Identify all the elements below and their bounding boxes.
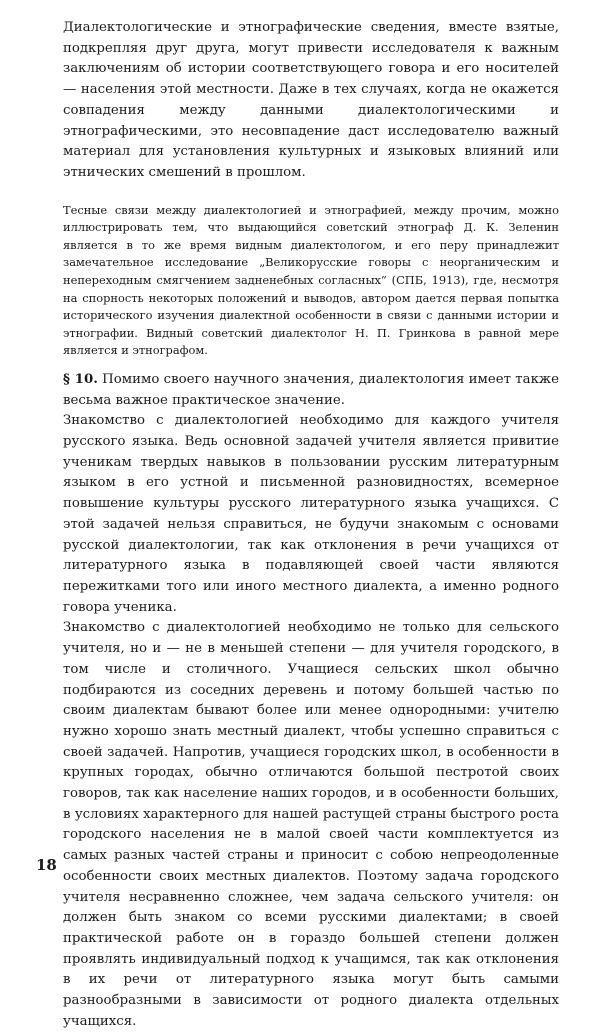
paragraph-teacher-role: Знакомство с диалектологией необходимо для каждого учителя русского языка. Ведь основной задачей учителя является привитие ученикам твердых навыков в пользовании русским литературным языком в его устной и письменной разновидностях, всемерное повышение культуры русского литературного языка учащихся. С этой задачей нельзя справиться, не будучи знакомым с основами русской диалектологии, так как отклонения в речи учащихся от литературного языка в подавляющей своей части являются пережитками того или иного местного диалекта, а именно родного говора ученика. [63, 413, 559, 615]
page-body [63, 18, 559, 1032]
note-paragraph: Тесные связи между диалектологией и этнографией, между прочим, можно иллюстрировать тем, что выдающийся советский этнограф Д. К. Зеленин является в то же время видным диалектологом, и его перу принадлежит замечательное исследование „Великорусские говоры с неорганическим и непереходным смягчением задненебных согласных“ (СПБ, 1913), где, несмотря на спорность некоторых положений и выводов, автором дается первая попытка исторического изучения диалектной особенности в связи с данными истории и этнографии. Видный советский диалектолог Н. П. Гринкова в равной мере является и этнографом. [63, 202, 559, 358]
section-10-text: Помимо своего научного значения, диалектология имеет также весьма важное практическое значение. [63, 371, 560, 408]
paragraph-ethnography: Диалектологические и этнографические сведения, вместе взятые, подкрепляя друг друга, могут привести исследователя к важным заключениям об истории соответствующего говора и его носителей — населения этой местности. Даже в тех случаях, когда не окажется совпадения между данными диалектологическими и этнографическими, это несовпадение даст исследователю важный материал для установления культурных и языковых влияний или этнических смешений в прошлом. [63, 20, 559, 180]
paragraph-urban-rural: Знакомство с диалектологией необходимо не только для сельского учителя, но и — не в меньшей степени — для учителя городского, в том числе и столичного. Учащиеся сельских школ обычно подбираются из соседних деревень и потому большей частью по своим диалектам бывают более или менее однородными: учителю нужно хорошо знать местный диалект, чтобы успешно справиться с своей задачей. Напротив, учащиеся городских школ, в особенности в крупных городах, обычно отличаются большой пестротой своих говоров, так как население наших городов, и в особенности больших, в условиях характерного для нашей растущей страны быстрого роста городского населения не в малой своей части комплектуется из самых разных частей страны и приносит с собою непреодоленные особенности своих местных диалектов. Поэтому задача городского учителя несравненно сложнее, чем задача сельского учителя: он должен быть знаком со всеми русскими диалектами; в своей практической работе он в гораздо большей степени должен проявлять индивидуальный подход к учащимся, так как отклонения в их речи от литературного языка могут быть самыми разнообразными в зависимости от родного диалекта отдельных учащихся. [63, 620, 559, 1029]
section-marker: § 10. [63, 371, 98, 387]
page-number: 18 [36, 856, 57, 874]
section-10-paragraph [63, 370, 559, 411]
